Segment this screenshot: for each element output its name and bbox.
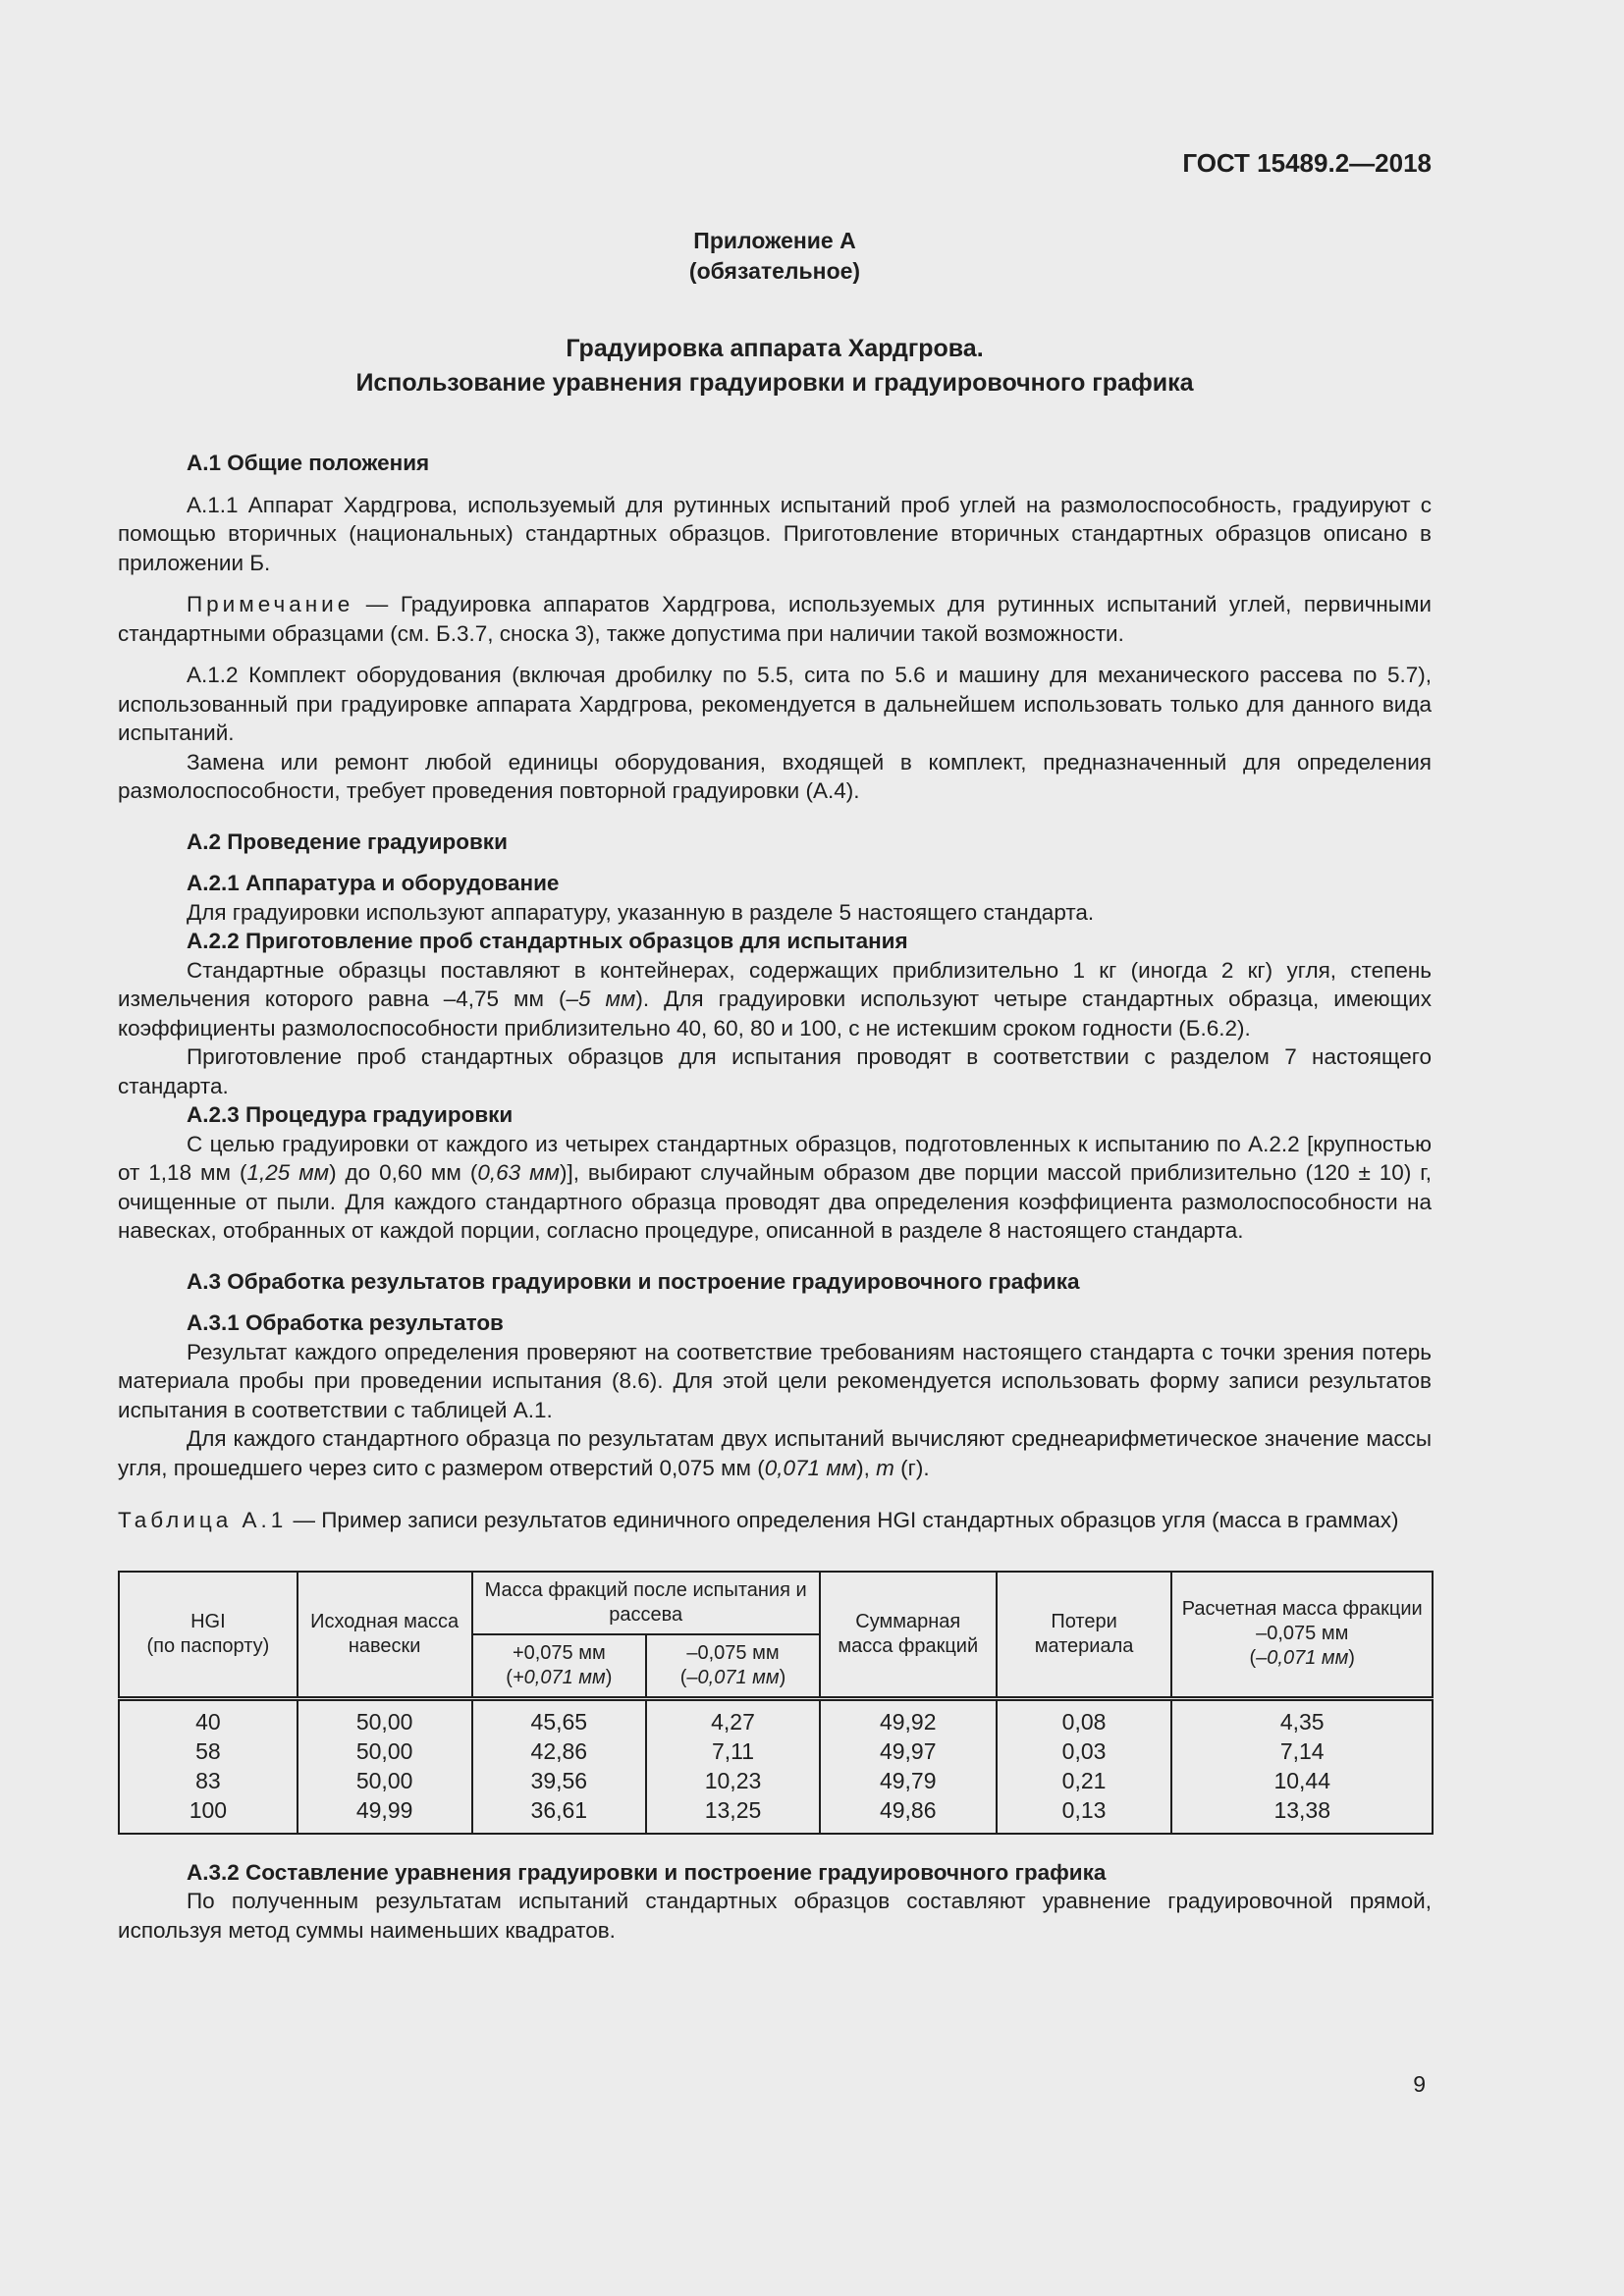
paragraph-a3-1-a: Результат каждого определения проверяют на соответствие требованиям настоящего стандарта с точки зрения потерь материала пробы при проведении испытания (8.6). Для этой цели рекомендуется использовать форму записи результатов испытания в соответствии с таблицей А.1.	[118, 1339, 1432, 1422]
header-minus-fraction: –0,075 мм (–0,071 мм)	[646, 1634, 820, 1699]
cell-losses: 0,03	[997, 1736, 1172, 1766]
cell-initial-mass: 50,00	[298, 1736, 472, 1766]
header-losses: Потери материала	[997, 1572, 1172, 1699]
cell-initial-mass: 50,00	[298, 1766, 472, 1795]
header-text: –0,071 мм	[1256, 1647, 1349, 1669]
header-calc-mass: Расчетная масса фракции –0,075 мм (–0,071 мм)	[1171, 1572, 1433, 1699]
appendix-status: (обязательное)	[688, 258, 861, 284]
table-caption	[118, 1506, 1432, 1535]
paragraph-a3-2: По полученным результатам испытаний стандартных образцов составляют уравнение градуировочной прямой, используя метод суммы наименьших квадратов.	[118, 1889, 1432, 1943]
cell-minus-fraction: 4,27	[646, 1698, 820, 1736]
paragraph-a1-2-continued: Замена или ремонт любой единицы оборудования, входящей в комплект, предназначенный для определения размолоспособности, требует проведения повторной градуировки (А.4).	[118, 749, 1432, 803]
subsection-a2-1-heading: А.2.1 Аппаратура и оборудование	[187, 871, 560, 895]
header-fractions-group: Масса фракций после испытания и рассева	[472, 1572, 820, 1634]
table-caption-label: Таблица А.1	[118, 1508, 288, 1532]
table-row	[119, 1795, 1433, 1834]
appendix-heading	[118, 226, 1432, 287]
cell-initial-mass: 49,99	[298, 1795, 472, 1834]
text-run: ) до 0,60 мм (	[329, 1160, 478, 1185]
paragraph-a1-2: А.1.2 Комплект оборудования (включая дробилку по 5.5, сита по 5.6 и машину для механического рассева по 5.7), использованный при градуировке аппарата Хардгрова, рекомендуется в дальнейшем использовать только для данного вида испытаний.	[118, 663, 1432, 745]
standard-code: ГОСТ 15489.2—2018	[1182, 148, 1432, 178]
cell-plus-fraction: 42,86	[472, 1736, 647, 1766]
cell-plus-fraction: 36,61	[472, 1795, 647, 1834]
table-row	[119, 1766, 1433, 1795]
subsection-a2-2-heading: А.2.2 Приготовление проб стандартных образцов для испытания	[187, 929, 908, 953]
cell-hgi: 83	[119, 1766, 298, 1795]
paragraph-a2-2-b: Приготовление проб стандартных образцов для испытания проводят в соответствии с разделом 7 настоящего стандарта.	[118, 1044, 1432, 1098]
italic-run: 0,071 мм	[764, 1455, 857, 1480]
results-table	[118, 1571, 1434, 1835]
cell-calc-mass: 4,35	[1171, 1698, 1433, 1736]
text-run: ). Для градуировки используют четыре стандартных образца, имеющих коэффициенты размолоспособности приблизительно 40, 60, 80 и 100, с не истекшим сроком годности (Б.6.2).	[118, 987, 1432, 1041]
table-caption-text: — Пример записи результатов единичного определения HGI стандартных образцов угля (масса в граммах)	[287, 1508, 1399, 1532]
header-initial-mass: Исходная масса навески	[298, 1572, 472, 1699]
appendix-title	[118, 332, 1432, 400]
text-run: С целью градуировки от каждого из четырех стандартных образцов, подготовленных к испытанию по А.2.2 [крупностью от 1,18 мм (	[118, 1131, 1432, 1185]
text-run: ),	[856, 1455, 877, 1480]
title-line-2: Использование уравнения градуировки и градуировочного графика	[355, 369, 1194, 397]
text-run: (г).	[893, 1455, 930, 1480]
paragraph-a2-2-a	[118, 956, 1432, 1043]
paragraph-a2-1: Для градуировки используют аппаратуру, указанную в разделе 5 настоящего стандарта.	[187, 899, 1095, 925]
cell-calc-mass: 10,44	[1171, 1766, 1433, 1795]
document-body	[118, 449, 1432, 1945]
cell-minus-fraction: 7,11	[646, 1736, 820, 1766]
italic-run: m	[876, 1455, 894, 1480]
text-run: Для каждого стандартного образца по результатам двух испытаний вычисляют среднеарифметическое значение массы угля, прошедшего через сито с размером отверстий 0,075 мм (	[118, 1426, 1432, 1480]
note-text: — Градуировка аппаратов Хардгрова, используемых для рутинных испытаний углей, первичными стандартными образцами (см. Б.3.7, сноска 3), также допустима при наличии такой возможности.	[118, 592, 1432, 646]
table-row	[119, 1698, 1433, 1736]
section-a1-heading: А.1 Общие положения	[187, 451, 430, 475]
cell-losses: 0,08	[997, 1698, 1172, 1736]
page-number: 9	[1413, 2071, 1426, 2097]
header-plus-fraction: +0,075 мм (+0,071 мм)	[472, 1634, 647, 1699]
cell-plus-fraction: 39,56	[472, 1766, 647, 1795]
section-a3-heading: А.3 Обработка результатов градуировки и построение градуировочного графика	[187, 1268, 1080, 1294]
cell-hgi: 100	[119, 1795, 298, 1834]
header-hgi	[119, 1572, 298, 1699]
subsection-a2-3-heading: А.2.3 Процедура градуировки	[187, 1102, 514, 1127]
cell-total-mass: 49,86	[820, 1795, 997, 1834]
cell-minus-fraction: 13,25	[646, 1795, 820, 1834]
paragraph-a3-1-b	[118, 1424, 1432, 1482]
cell-minus-fraction: 10,23	[646, 1766, 820, 1795]
subsection-a3-2-heading: А.3.2 Составление уравнения градуировки и построение градуировочного графика	[187, 1859, 1107, 1885]
cell-hgi: 40	[119, 1698, 298, 1736]
header-text: Расчетная масса фракции –0,075 мм	[1181, 1598, 1423, 1644]
text-run: Стандартные образцы поставляют в контейнерах, содержащих приблизительно 1 кг (иногда 2 кг) угля, степень измельчения которого равна –4,75 мм (	[118, 957, 1432, 1011]
cell-total-mass: 49,92	[820, 1698, 997, 1736]
italic-run: –5 мм	[566, 987, 636, 1011]
table-row	[119, 1736, 1433, 1766]
cell-calc-mass: 7,14	[1171, 1736, 1433, 1766]
cell-initial-mass: 50,00	[298, 1698, 472, 1736]
subsection-a3-1-heading: А.3.1 Обработка результатов	[187, 1310, 504, 1335]
cell-losses: 0,13	[997, 1795, 1172, 1834]
cell-losses: 0,21	[997, 1766, 1172, 1795]
italic-run: 1,25 мм	[246, 1160, 330, 1185]
italic-run: 0,63 мм	[477, 1160, 560, 1185]
cell-calc-mass: 13,38	[1171, 1795, 1433, 1834]
header-text: –0,075 мм	[686, 1641, 780, 1664]
paragraph-a2-3	[118, 1130, 1432, 1246]
note-paragraph	[118, 590, 1432, 648]
header-total-mass: Суммарная масса фракций	[820, 1572, 997, 1699]
table-header-row	[119, 1572, 1433, 1634]
header-text: (по паспорту)	[146, 1634, 270, 1657]
title-line-1: Градуировка аппарата Хардгрова.	[566, 335, 984, 362]
paragraph-a1-1: А.1.1 Аппарат Хардгрова, используемый для рутинных испытаний проб углей на размолоспособность, градуируют с помощью вторичных (национальных) стандартных образцов. Приготовление вторичных стандартных образцов описано в приложении Б.	[118, 492, 1432, 575]
header-text: +0,075 мм	[512, 1641, 606, 1664]
note-label: Примечание	[187, 592, 354, 616]
cell-total-mass: 49,97	[820, 1736, 997, 1766]
section-a2-heading: А.2 Проведение градуировки	[187, 828, 508, 854]
text-run: )], выбирают случайным образом две порции массой приблизительно (120 ± 10) г, очищенные от пыли. Для каждого стандартного образца проводят два определения коэффициента размолоспособности на навесках, отобранных от каждой порции, согласно процедуре, описанной в разделе 8 настоящего стандарта.	[118, 1160, 1432, 1243]
header-text: +0,071 мм	[512, 1666, 606, 1688]
cell-plus-fraction: 45,65	[472, 1698, 647, 1736]
header-text: HGI	[190, 1610, 226, 1632]
cell-total-mass: 49,79	[820, 1766, 997, 1795]
cell-hgi: 58	[119, 1736, 298, 1766]
header-text: –0,071 мм	[686, 1666, 780, 1688]
appendix-name: Приложение А	[693, 228, 856, 253]
